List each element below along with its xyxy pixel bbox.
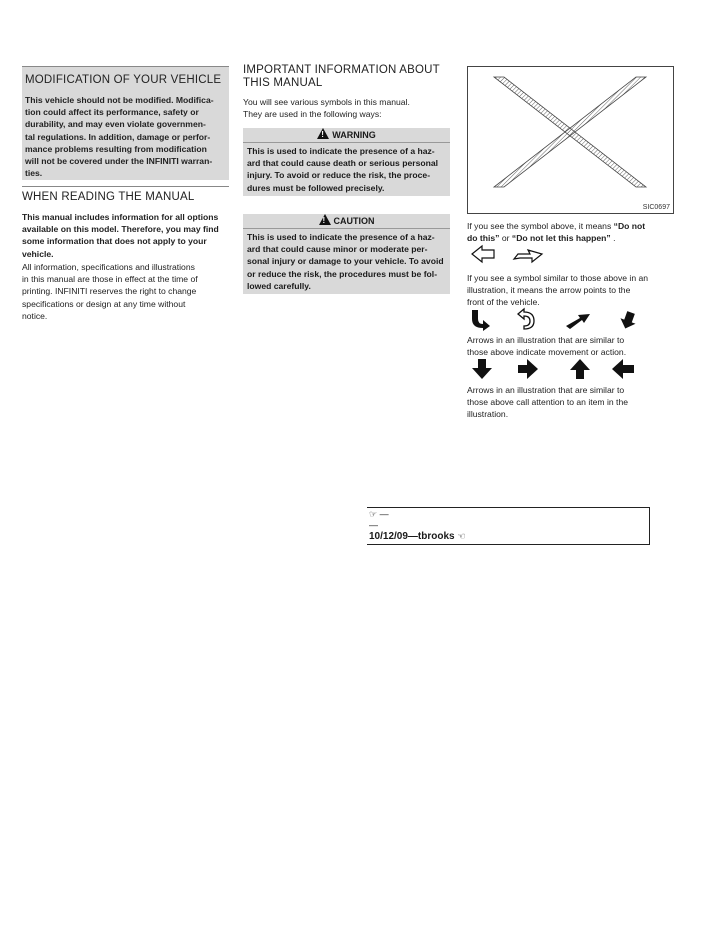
diagonal-flat-arrow-icon <box>566 314 590 329</box>
symbol-para-2: If you see a symbol similar to those above in an illustration, it means the arrow points to the front of the vehicle. <box>467 273 649 308</box>
reading-title: WHEN READING THE MANUAL <box>22 191 195 203</box>
reading-para-2: All information, specifications and illustrations in this manual are those in effect at the time of printing. INFINITI reserves the right to change specifications or design at any time without notice. <box>22 262 198 321</box>
caution-box <box>243 214 450 294</box>
outline-diagonal-arrow-icon <box>514 250 542 262</box>
down-arrow-icon <box>472 359 492 379</box>
reading-para-1: This manual includes information for all options available on this model. Therefore, you may find some information that does not apply to your vehicle. <box>22 212 219 259</box>
do-not-figure <box>467 66 674 214</box>
right-arrow-icon <box>518 359 538 379</box>
important-intro: You will see various symbols in this manual. They are used in the following ways: <box>243 97 410 120</box>
reading-top-rule <box>22 186 229 187</box>
caution-triangle-icon: ! <box>319 214 331 225</box>
important-title: IMPORTANT INFORMATION ABOUT THIS MANUAL <box>243 64 440 89</box>
symbol-para-1: If you see the symbol above, it means “Do not do this” or “Do not let this happen” . <box>467 221 646 244</box>
modification-title: MODIFICATION OF YOUR VEHICLE <box>25 74 222 86</box>
attention-arrows-row <box>470 358 640 380</box>
movement-arrows-row <box>466 307 646 331</box>
up-arrow-icon <box>570 359 590 379</box>
footer-stamp <box>367 507 650 545</box>
caution-header: ! CAUTION <box>243 214 450 228</box>
modification-box <box>22 66 229 180</box>
modification-text: This vehicle should not be modified. Modifica- tion could affect its performance, safety or durability, and may even violate governmen- tal regulations. In addition, damage or perfor- mance problems resulting from modification will not be covered under the INFINITI warran- ties. <box>25 95 214 179</box>
footer-dash: — <box>369 520 378 530</box>
symbol-para-3: Arrows in an illustration that are similar to those above indicate movement or action. <box>467 335 627 358</box>
curved-arrow-2-icon <box>518 309 534 329</box>
down-right-arrow-icon <box>618 310 639 331</box>
hand-pointer-left-icon: ☜ <box>457 531 466 541</box>
warning-header: ! WARNING <box>243 128 450 142</box>
hand-pointer-icon: ☞ <box>369 509 378 519</box>
figure-code: SIC0697 <box>642 204 670 211</box>
warning-triangle-icon: ! <box>317 128 329 139</box>
front-arrows-row <box>470 244 570 264</box>
warning-box <box>243 128 450 196</box>
caution-text: This is used to indicate the presence of a haz- ard that could cause minor or moderate per- sonal injury or damage to your vehicle. To avoid or reduce the risk, the procedures must be fol- lowed carefully. <box>247 232 444 291</box>
outline-left-arrow-icon <box>472 246 494 262</box>
footer-first-line: ☞ — <box>369 509 389 519</box>
warning-text: This is used to indicate the presence of a haz- ard that could cause death or serious personal injury. To avoid or reduce the risk, the proce- dures must be followed precisely. <box>247 146 439 193</box>
curved-arrow-1-icon <box>472 310 490 331</box>
left-arrow-icon <box>612 359 634 379</box>
footer-date-line: 10/12/09—tbrooks ☜ <box>369 531 466 542</box>
symbol-para-4: Arrows in an illustration that are similar to those above call attention to an item in the illustration. <box>467 385 628 420</box>
do-not-x-icon <box>468 67 673 213</box>
modification-top-rule <box>22 66 229 67</box>
